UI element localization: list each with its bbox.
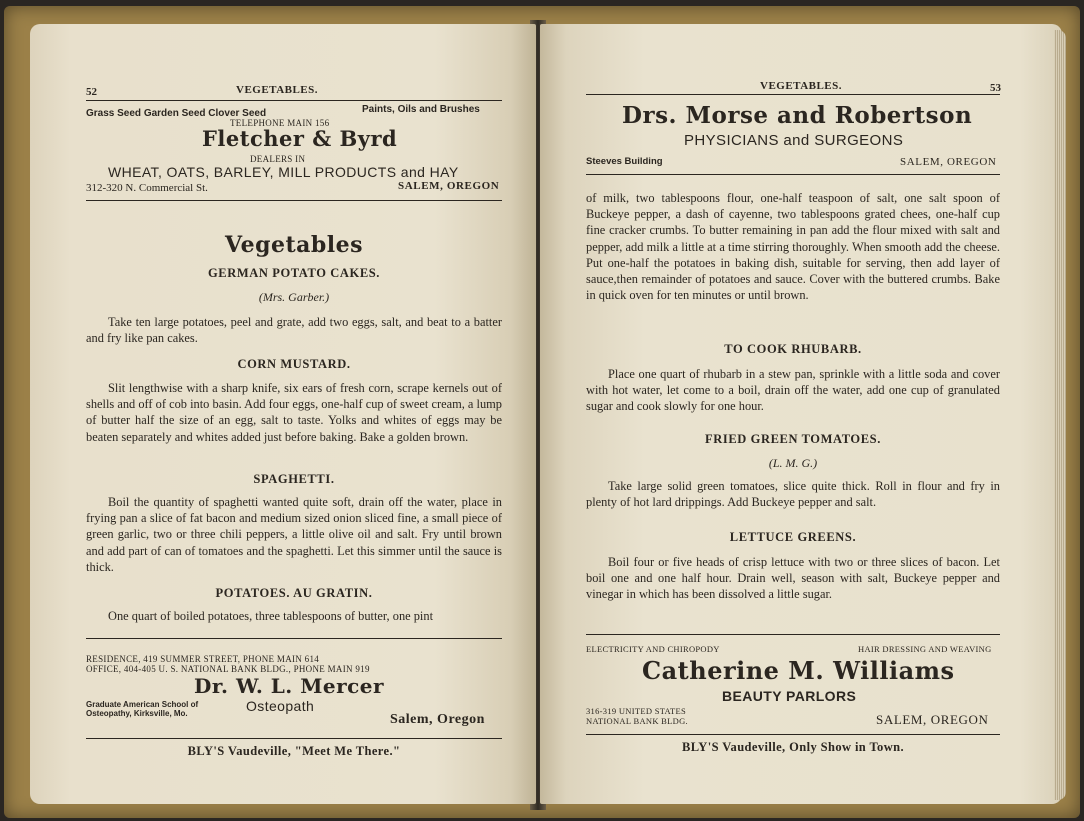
ad-right-tag: HAIR DRESSING AND WEAVING — [858, 644, 992, 654]
recipe-text: Place one quart of rhubarb in a stew pan, sprinkle with a little soda and cover with hot water, let come to a boil, drain off the water, add one cup of granulated sugar and cook slowly for one hour. — [586, 367, 1000, 414]
recipe-title: CORN MUSTARD. — [237, 357, 351, 371]
ad-firm-name: Fletcher & Byrd — [202, 126, 398, 151]
ad-goods: WHEAT, OATS, BARLEY, MILL PRODUCTS and HAY — [108, 164, 459, 180]
recipe-text: Slit lengthwise with a sharp knife, six ears of fresh corn, scrape kernels out of shells and off of cob into basin. Add four eggs, one-half cup of sweet cream, a lump of butter half the size of an egg, salt to taste. Yolks and whites of eggs may be beaten separately and whites added just before baking. Bake a golden brown. — [86, 381, 502, 444]
ad-firm-name: Drs. Morse and Robertson — [622, 102, 973, 129]
ad-paints-line: Paints, Oils and Brushes — [362, 104, 480, 115]
continued-text: of milk, two tablespoons flour, one-half teaspoon of salt, one salt spoon of Buckeye pepper, a dash of cayenne, two tablespoons grated chees, one-half cup fine cracker crumbs. To butter remaining in pan add the flour mixed with salt and pepper, add milk a little at a time stirring thoroughly. When smooth add the cheese. Put one-half the potatoes in baking dish, suitable for serving, then add layer of sauce,then remainder of potatoes and sauce. Cover with the buttered crumbs. Bake in quick oven for ten minutes or until brown. — [586, 191, 1000, 303]
recipe-text: Take large solid green tomatoes, slice quite thick. Roll in flour and fry in plenty of hot lard drippings. Add Buckeye pepper and salt. — [586, 479, 1000, 510]
ad-office: OFFICE, 404-405 U. S. NATIONAL BANK BLDG., PHONE MAIN 919 — [86, 664, 370, 674]
running-head: VEGETABLES. — [760, 80, 843, 92]
ad-city: SALEM, OREGON — [398, 180, 500, 192]
ad-address-line2: NATIONAL BANK BLDG. — [586, 716, 688, 726]
ad-address-line1: 316-319 UNITED STATES — [586, 706, 687, 716]
recipe-text: Boil four or five heads of crisp lettuce with two or three slices of bacon. Let boil one and one half hour. Drain well, season with salt, Buckeye pepper and vinegar in which has been dissolved a little sugar. — [586, 555, 1000, 602]
ad-grad-line2: Osteopathy, Kirksville, Mo. — [86, 709, 188, 718]
page-number: 52 — [86, 86, 97, 98]
recipe-text: One quart of boiled potatoes, three tablespoons of butter, one pint — [108, 609, 434, 623]
ad-left-tag: ELECTRICITY AND CHIROPODY — [586, 644, 720, 654]
page-footer: BLY'S Vaudeville, Only Show in Town. — [681, 740, 905, 754]
ad-building: Steeves Building — [586, 156, 663, 167]
ad-telephone: TELEPHONE MAIN 156 — [230, 118, 330, 128]
ad-profession: PHYSICIANS and SURGEONS — [684, 132, 904, 149]
ad-bottom-rule — [586, 174, 1000, 175]
ad-city: SALEM, OREGON — [900, 156, 997, 168]
recipe-title: LETTUCE GREENS. — [729, 530, 857, 544]
ad-dealers-label: DEALERS IN — [250, 154, 306, 164]
running-head: VEGETABLES. — [236, 84, 319, 96]
recipe-author: (L. M. G.) — [768, 456, 818, 470]
ad-doctor-city: Salem, Oregon — [390, 712, 485, 727]
recipe-text: Take ten large potatoes, peel and grate, add two eggs, salt, and beat to a batter and fry like pan cakes. — [86, 315, 502, 346]
right-page — [540, 24, 1062, 804]
ad-bottom-rule — [86, 200, 502, 201]
footer-rule — [86, 738, 502, 739]
left-page — [30, 24, 536, 804]
ad-profession: Osteopath — [246, 698, 315, 714]
ad-grad-line1: Graduate American School of — [86, 700, 199, 709]
ad-residence: RESIDENCE, 419 SUMMER STREET, PHONE MAIN 614 — [86, 654, 320, 664]
ad-business-type: BEAUTY PARLORS — [722, 688, 857, 704]
recipe-title: FRIED GREEN TOMATOES. — [705, 432, 881, 446]
page-number: 53 — [990, 82, 1001, 94]
ad-top-rule — [86, 638, 502, 639]
header-rule — [586, 94, 1000, 95]
page-footer: BLY'S Vaudeville, "Meet Me There." — [187, 744, 401, 758]
header-rule — [86, 100, 502, 101]
section-title: Vegetables — [225, 232, 363, 258]
ad-top-rule — [586, 634, 1000, 635]
page-edges — [1054, 30, 1066, 800]
recipe-title: SPAGHETTI. — [253, 472, 335, 486]
ad-seed-line: Grass Seed Garden Seed Clover Seed — [86, 108, 267, 119]
recipe-text: Boil the quantity of spaghetti wanted quite soft, drain off the water, place in frying pan a slice of fat bacon and medium sized onion sliced fine, a small piece of green garlic, two or three chili peppers, a little olive oil and salt. Fry until brown and add part of can of tomatoes and the spaghetti. Let this simmer until the sauce is thick. — [86, 495, 502, 574]
recipe-title: POTATOES. AU GRATIN. — [215, 586, 373, 600]
recipe-title: TO COOK RHUBARB. — [724, 342, 862, 356]
ad-business-name: Catherine M. Williams — [642, 656, 955, 685]
footer-rule — [586, 734, 1000, 735]
ad-business-city: SALEM, OREGON — [876, 712, 989, 727]
ad-doctor-name: Dr. W. L. Mercer — [194, 674, 385, 698]
recipe-author: (Mrs. Garber.) — [258, 290, 330, 304]
ad-address: 312-320 N. Commercial St. — [86, 182, 208, 194]
recipe-title: GERMAN POTATO CAKES. — [207, 266, 381, 280]
